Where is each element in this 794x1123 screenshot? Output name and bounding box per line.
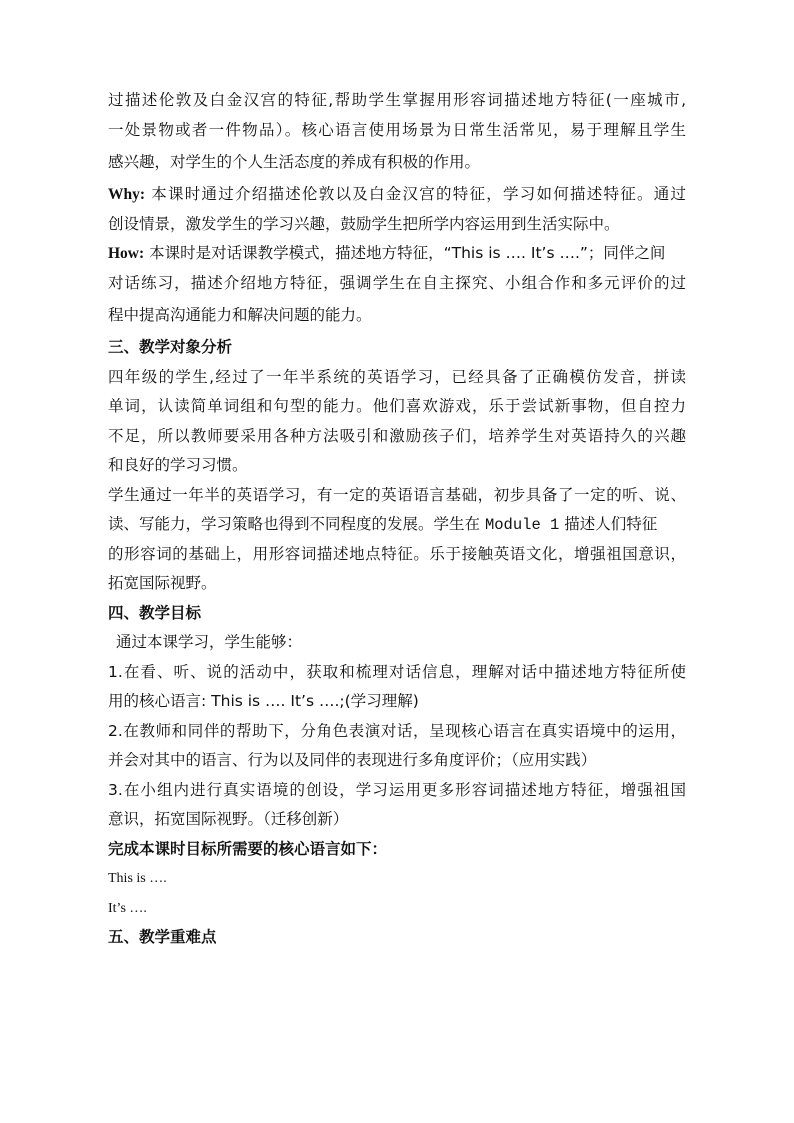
paragraph-line: 单词，认读简单词组和句型的能力。他们喜欢游戏，乐于尝试新事物，但自控力 bbox=[108, 397, 686, 415]
why-line-cont: 创设情景，激发学生的学习兴趣，鼓励学生把所学内容运用到生活实际中。 bbox=[108, 214, 620, 233]
how-line-cont: 程中提高沟通能力和解决问题的能力。 bbox=[108, 306, 372, 324]
section-heading: 三、教学对象分析 bbox=[108, 338, 233, 356]
paragraph-line: 拓宽国际视野。 bbox=[108, 574, 217, 592]
paragraph-line: 一处景物或者一件物品）。核心语言使用场景为日常生活常见，易于理解且学生 bbox=[108, 120, 686, 139]
objective-line: 3.在小组内进行真实语境的创设，学习运用更多形容词描述地方特征，增强祖国 bbox=[108, 780, 686, 799]
why-line bbox=[108, 180, 686, 210]
paragraph-line: 不足，所以教师要采用各种方法吸引和激励孩子们，培养学生对英语持久的兴趣 bbox=[108, 426, 686, 445]
paragraph-line bbox=[108, 510, 686, 540]
objective-line: 用的核心语言: This is …. It’s ….;(学习理解) bbox=[108, 692, 419, 710]
objective-line: 1.在看、听、说的活动中，获取和梳理对话信息，理解对话中描述地方特征所使 bbox=[108, 662, 686, 681]
text-span: 读、写能力，学习策略也得到不同程度的发展。学生在 bbox=[108, 515, 485, 533]
text-span: 描述人们特征 bbox=[559, 515, 658, 533]
module-name: Module 1 bbox=[484, 516, 560, 534]
core-language-item: This is …. bbox=[108, 871, 167, 886]
objective-line: 2.在教师和同伴的帮助下，分角色表演对话，呈现核心语言在真实语境中的运用， bbox=[108, 721, 686, 740]
section-heading: 五、教学重难点 bbox=[108, 928, 217, 946]
why-text: 本课时通过介绍描述伦敦以及白金汉宫的特征，学习如何描述特征。通过 bbox=[145, 185, 686, 203]
objectives-intro: 通过本课学习，学生能够： bbox=[116, 633, 303, 651]
paragraph-line: 和良好的学习习惯。 bbox=[108, 456, 248, 474]
core-language-heading: 完成本课时目标所需要的核心语言如下： bbox=[108, 839, 388, 858]
paragraph-line: 过描述伦敦及白金汉宫的特征,帮助学生掌握用形容词描述地方特征(一座城市, bbox=[108, 91, 686, 109]
how-label: How: bbox=[108, 245, 145, 262]
paragraph-line: 感兴趣，对学生的个人生活态度的养成有积极的作用。 bbox=[108, 153, 481, 171]
how-text: 本课时是对话课教学模式，描述地方特征，“This is …. It’s ….”；同伴之间 bbox=[144, 244, 666, 262]
paragraph-line: 四年级的学生,经过了一年半系统的英语学习，已经具备了正确模仿发音，拼读 bbox=[108, 367, 686, 386]
paragraph-line: 学生通过一年半的英语学习，有一定的英语语言基础，初步具备了一定的听、说、 bbox=[108, 485, 686, 504]
core-language-item: It’s …. bbox=[108, 900, 147, 916]
how-line bbox=[108, 239, 686, 269]
document-page bbox=[108, 86, 686, 953]
why-label: Why: bbox=[108, 186, 146, 203]
objective-line: 并会对其中的语言、行为以及同伴的表现进行多角度评价；（应用实践） bbox=[108, 751, 597, 769]
objective-line: 意识，拓宽国际视野。（迁移创新） bbox=[108, 810, 349, 828]
section-heading: 四、教学目标 bbox=[108, 603, 202, 622]
paragraph-line: 的形容词的基础上，用形容词描述地点特征。乐于接触英语文化，增强祖国意识， bbox=[108, 544, 686, 563]
how-line-cont: 对话练习，描述介绍地方特征，强调学生在自主探究、小组合作和多元评价的过 bbox=[108, 273, 686, 292]
